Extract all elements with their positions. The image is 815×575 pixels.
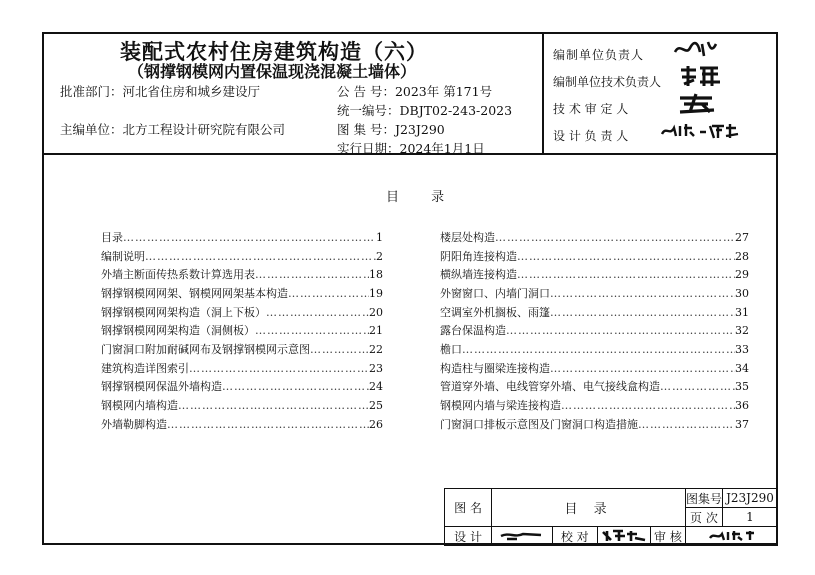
toc-entry-page: 35 — [735, 380, 749, 394]
toc-entry[interactable] — [440, 229, 749, 248]
review-signature — [685, 527, 777, 546]
toc-entry-label: 楼层处构造 — [440, 230, 495, 244]
toc-entry-page: 36 — [735, 399, 749, 413]
toc-entry[interactable] — [101, 379, 383, 398]
signature-tech-head — [678, 64, 722, 88]
toc-entry-label: 钢撑钢模网保温外墙构造 — [101, 380, 222, 394]
toc-entry-label: 钢撑钢模网网架、钢模网网架基本构造 — [101, 287, 288, 301]
page-value: 1 — [722, 508, 777, 527]
toc-entry[interactable] — [440, 379, 749, 398]
toc-entry[interactable] — [101, 285, 383, 304]
toc-title: 目 录 — [386, 190, 459, 205]
atlas-number: 图 集 号：J23J290 — [337, 122, 445, 137]
toc-entry[interactable] — [101, 229, 383, 248]
toc-entry-label: 钢模网内墙构造 — [101, 399, 178, 413]
toc-entry[interactable] — [440, 416, 749, 435]
toc-entry-page: 37 — [735, 417, 749, 431]
review-label: 审 核 — [650, 527, 685, 546]
toc-entry-page: 31 — [735, 305, 749, 319]
toc-entry[interactable] — [440, 397, 749, 416]
toc-entry-page: 32 — [735, 324, 749, 338]
toc-entry-label: 钢撑钢模网网架构造（洞侧板） — [101, 324, 255, 338]
toc-left-column — [101, 229, 383, 435]
toc-entry-label: 阴阳角连接构造 — [440, 249, 517, 263]
editor-unit: 主编单位：北方工程设计研究院有限公司 — [60, 122, 286, 137]
signature-reviewer — [706, 528, 756, 542]
toc-entry-page: 22 — [369, 343, 383, 357]
toc-entry-page: 19 — [369, 287, 383, 301]
toc-entry[interactable] — [440, 266, 749, 285]
document-title: 装配式农村住房建筑构造（六） — [120, 40, 428, 64]
toc-entry[interactable] — [440, 322, 749, 341]
drawing-name: 目 录 — [492, 489, 686, 527]
toc-entry[interactable] — [440, 360, 749, 379]
toc-entry-page: 18 — [369, 268, 383, 282]
toc-entry-page: 24 — [369, 380, 383, 394]
responsible-unit-head: 编制单位负责人 — [553, 48, 645, 62]
toc-entry-page: 28 — [735, 249, 749, 263]
title-block — [444, 488, 778, 545]
toc-entry[interactable] — [101, 360, 383, 379]
toc-entry-page: 23 — [369, 361, 383, 375]
toc-entry-label: 管道穿外墙、电线管穿外墙、电气接线盒构造 — [440, 380, 660, 394]
toc-entry[interactable] — [101, 341, 383, 360]
toc-entry[interactable] — [440, 285, 749, 304]
toc-entry-label: 建筑构造详图索引 — [101, 361, 189, 375]
check-label: 校 对 — [552, 527, 597, 546]
toc-entry-page: 34 — [735, 361, 749, 375]
toc-entry-label: 目录 — [101, 230, 123, 244]
responsible-design-lead: 设 计 负 责 人 — [553, 129, 629, 143]
toc-entry-page: 2 — [376, 249, 383, 263]
toc-entry-label: 构造柱与圈梁连接构造 — [440, 361, 550, 375]
page-label: 页 次 — [685, 508, 722, 527]
toc-entry-label: 露台保温构造 — [440, 324, 506, 338]
toc-entry-page: 20 — [369, 305, 383, 319]
toc-entry-page: 29 — [735, 268, 749, 282]
responsible-tech-reviewer: 技 术 审 定 人 — [553, 102, 629, 116]
toc-entry-label: 编制说明 — [101, 249, 145, 263]
toc-entry-page: 27 — [735, 230, 749, 244]
atlas-label: 图集号 — [685, 489, 722, 508]
toc-entry-label: 钢模网内墙与梁连接构造 — [440, 399, 561, 413]
toc-entry[interactable] — [440, 304, 749, 323]
responsible-tech-head: 编制单位技术负责人 — [553, 75, 662, 89]
check-signature — [597, 527, 650, 546]
toc-right-column — [440, 229, 749, 435]
toc-entry-label: 外墙勒脚构造 — [101, 417, 167, 431]
document-subtitle: （钢撑钢模网内置保温现浇混凝土墙体） — [128, 62, 417, 81]
atlas-value: J23J290 — [722, 489, 777, 508]
approval-department: 批准部门：河北省住房和城乡建设厅 — [60, 84, 261, 99]
design-label: 设 计 — [445, 527, 492, 546]
toc-entry-page: 26 — [369, 417, 383, 431]
toc-entry[interactable] — [101, 304, 383, 323]
signature-tech-reviewer — [676, 92, 718, 114]
notice-number: 公 告 号：2023年 第171号 — [337, 84, 493, 99]
toc-entry[interactable] — [440, 248, 749, 267]
toc-entry[interactable] — [101, 397, 383, 416]
signature-checker — [601, 528, 647, 542]
toc-entry-page: 33 — [735, 343, 749, 357]
toc-entry-page: 1 — [376, 230, 383, 244]
toc-entry[interactable] — [101, 416, 383, 435]
effective-date: 实行日期：2024年1月1日 — [337, 141, 485, 156]
signature-designer — [497, 528, 547, 542]
toc-entry[interactable] — [101, 266, 383, 285]
signature-unit-head — [672, 38, 720, 60]
signature-design-lead — [660, 120, 740, 142]
toc-entry-label: 外窗窗口、内墙门洞口 — [440, 287, 550, 301]
toc-entry-page: 30 — [735, 287, 749, 301]
unified-number: 统一编号：DBJT02-243-2023 — [337, 103, 513, 118]
toc-entry-label: 横纵墙连接构造 — [440, 268, 517, 282]
toc-entry-label: 空调室外机搁板、雨篷 — [440, 305, 550, 319]
toc-entry-label: 门窗洞口排板示意图及门窗洞口构造措施 — [440, 417, 638, 431]
toc-entry[interactable] — [440, 341, 749, 360]
toc-entry[interactable] — [101, 322, 383, 341]
header-vertical-divider — [542, 32, 544, 154]
drawing-name-label: 图 名 — [445, 489, 492, 527]
design-signature — [492, 527, 552, 546]
toc-entry-label: 檐口 — [440, 343, 462, 357]
toc-entry-label: 外墙主断面传热系数计算选用表 — [101, 268, 255, 282]
toc-entry-label: 钢撑钢模网网架构造（洞上下板） — [101, 305, 266, 319]
toc-entry-label: 门窗洞口附加耐碱网布及钢撑钢模网示意图 — [101, 343, 310, 357]
toc-entry-page: 25 — [369, 399, 383, 413]
toc-entry-page: 21 — [369, 324, 383, 338]
toc-entry[interactable] — [101, 248, 383, 267]
